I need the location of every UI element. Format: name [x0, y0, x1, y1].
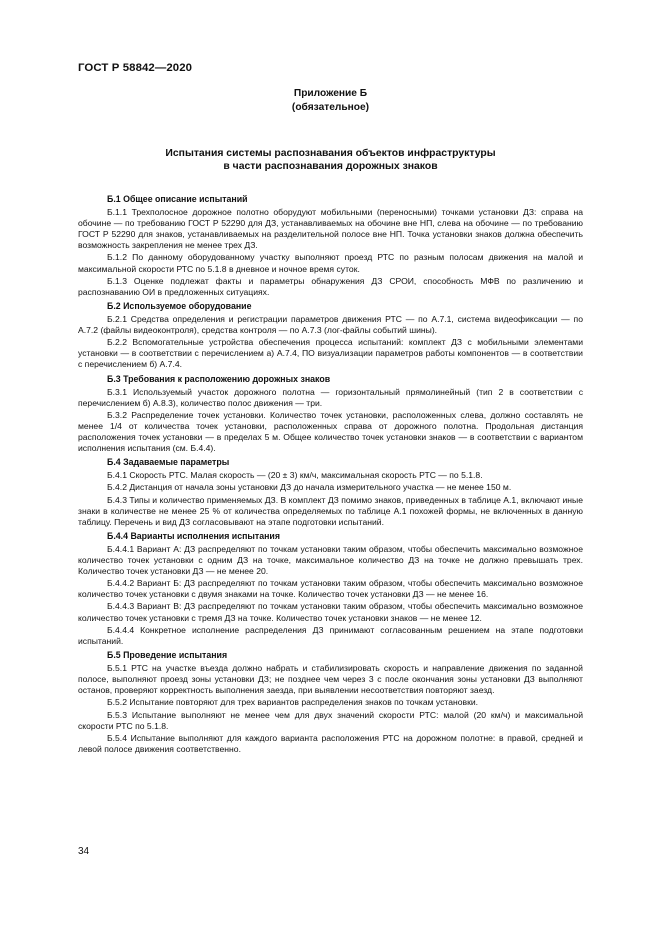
appendix-title [78, 147, 583, 173]
page-number: 34 [78, 846, 90, 857]
paragraph: Б.4.4.4 Конкретное исполнение распределения ДЗ принимают согласованным решением на этапе подготовки испытаний. [78, 624, 583, 646]
appendix-heading [78, 87, 583, 114]
section-heading: Б.4.4 Варианты исполнения испытания [107, 530, 280, 541]
title-line-2: в части распознавания дорожных знаков [223, 161, 438, 172]
section-heading: Б.2 Используемое оборудование [107, 300, 252, 311]
paragraph: Б.1.3 Оценке подлежат факты и параметры обнаружения ДЗ СРОИ, способность МФВ по различению и распознаванию ОИ в предложенных ситуациях. [78, 275, 583, 297]
section-b3 [78, 373, 583, 455]
paragraph: Б.5.4 Испытание выполняют для каждого варианта расположения РТС на дорожном полотне: в правой, средней и левой полосе движения соответственно. [78, 732, 583, 754]
section-b5 [78, 649, 583, 755]
paragraph: Б.4.1 Скорость РТС. Малая скорость — (20 ± 3) км/ч, максимальная скорость РТС — по 5.1.8. [107, 470, 483, 481]
section-b4 [78, 456, 583, 528]
paragraph: Б.4.4.3 Вариант В: ДЗ распределяют по точкам установки таким образом, чтобы обеспечить максимально возможное количество точек установки с тремя ДЗ на точке. Количество точек установки знаков — не менее 12. [78, 601, 583, 623]
document-header: ГОСТ Р 58842—2020 [78, 62, 193, 74]
appendix-type: (обязательное) [291, 101, 370, 113]
section-heading: Б.3 Требования к расположению дорожных знаков [107, 373, 331, 384]
paragraph: Б.5.3 Испытание выполняют не менее чем для двух значений скорости РТС: малой (20 км/ч) и максимальной скорости РТС по 5.1.8. [78, 709, 583, 731]
section-heading: Б.1 Общее описание испытаний [107, 194, 248, 204]
section-b44 [78, 530, 583, 647]
section-heading: Б.5 Проведение испытания [107, 649, 228, 660]
paragraph: Б.2.1 Средства определения и регистрации параметров движения РТС — по А.7.1, система видеофиксации — по А.7.2 (файлы видеоконтроля), средства контроля — по А.7.3 (лог-файлы событий шины). [78, 313, 583, 336]
section-b1 [78, 193, 583, 298]
paragraph: Б.4.4.2 Вариант Б: ДЗ распределяют по точкам установки таким образом, чтобы обеспечить максимально возможное количество точек установки с двумя знаками на точке. Количество точек установки ДЗ — не менее 16. [78, 578, 583, 600]
section-heading: Б.4 Задаваемые параметры [107, 457, 230, 468]
paragraph: Б.3.2 Распределение точек установки. Количество точек установки, расположенных слева, должно составлять не менее 1/4 от количества точек установки, расположенных справа от дорожного полотна. Продольная дистанция расположения точек установки — в пределах 5 м. Общее количество точек установки знаков — в соответствии с вариантом исполнения испытания (см. Б.4.4). [78, 409, 583, 454]
paragraph: Б.3.1 Используемый участок дорожного полотна — горизонтальный прямолинейный (тип 2 в соответствии с перечислением б) А.8.3), количество полос движения — три. [78, 386, 583, 408]
title-line-1: Испытания системы распознавания объектов инфраструктуры [165, 148, 496, 159]
paragraph: Б.2.2 Вспомогательные устройства обеспечения процесса испытаний: комплект ДЗ с мобильными элементами установки — в соответствии с перечислением а) А.7.4, ПО визуализации параметров работы компонентов — в соответствии с перечислением б) А.7.4. [78, 337, 583, 370]
section-b2 [78, 300, 583, 371]
paragraph: Б.4.3 Типы и количество применяемых ДЗ. В комплект ДЗ помимо знаков, приведенных в таблице А.1, включают иные знаки в количестве не менее 25 % от количества определяемых по таблице А.1 похожей формы, не включенных в данную таблицу. Перечень и вид ДЗ согласовывают на этапе подготовки испытаний. [78, 494, 583, 527]
paragraph: Б.4.4.1 Вариант А: ДЗ распределяют по точкам установки таким образом, чтобы обеспечить максимально возможное количество точек установки с одним ДЗ на точке, максимальное количество ДЗ на точке не должно превышать трех. Количество точек установки ДЗ — не менее 20. [78, 543, 583, 576]
paragraph: Б.1.2 По данному оборудованному участку выполняют проезд РТС по разным полосам движения на малой и максимальной скорости РТС по 5.1.8 в дневное и ночное время суток. [78, 252, 583, 274]
paragraph: Б.5.2 Испытание повторяют для трех вариантов распределения знаков по точкам установки. [107, 697, 479, 708]
paragraph: Б.4.2 Дистанция от начала зоны установки ДЗ до начала измерительного участка — не менее 150 м. [107, 482, 512, 493]
appendix-label: Приложение Б [293, 88, 368, 99]
document-body [78, 191, 583, 756]
paragraph: Б.1.1 Трехполосное дорожное полотно оборудуют мобильными (переносными) точками установки ДЗ: справа на обочине — по требованию ГОСТ Р 52290 для ДЗ, устанавливаемых на обочине вне НП, слева на обочине — по требованию ГОСТ Р 52290 для знаков, устанавливаемых на разделительной полосе вне НП. Точка установки знаков должна обеспечить возможность закрепления не менее трех ДЗ. [78, 207, 583, 251]
paragraph: Б.5.1 РТС на участке въезда должно набрать и стабилизировать скорость и направление движения по заданной полосе, выполняют проезд зоны установки ДЗ; не позднее чем через 3 с после окончания зоны установки ДЗ выполняют останов, проверяют корректность выполнения заезда, при выявлении несоответствия повторяют заезд. [78, 662, 583, 696]
